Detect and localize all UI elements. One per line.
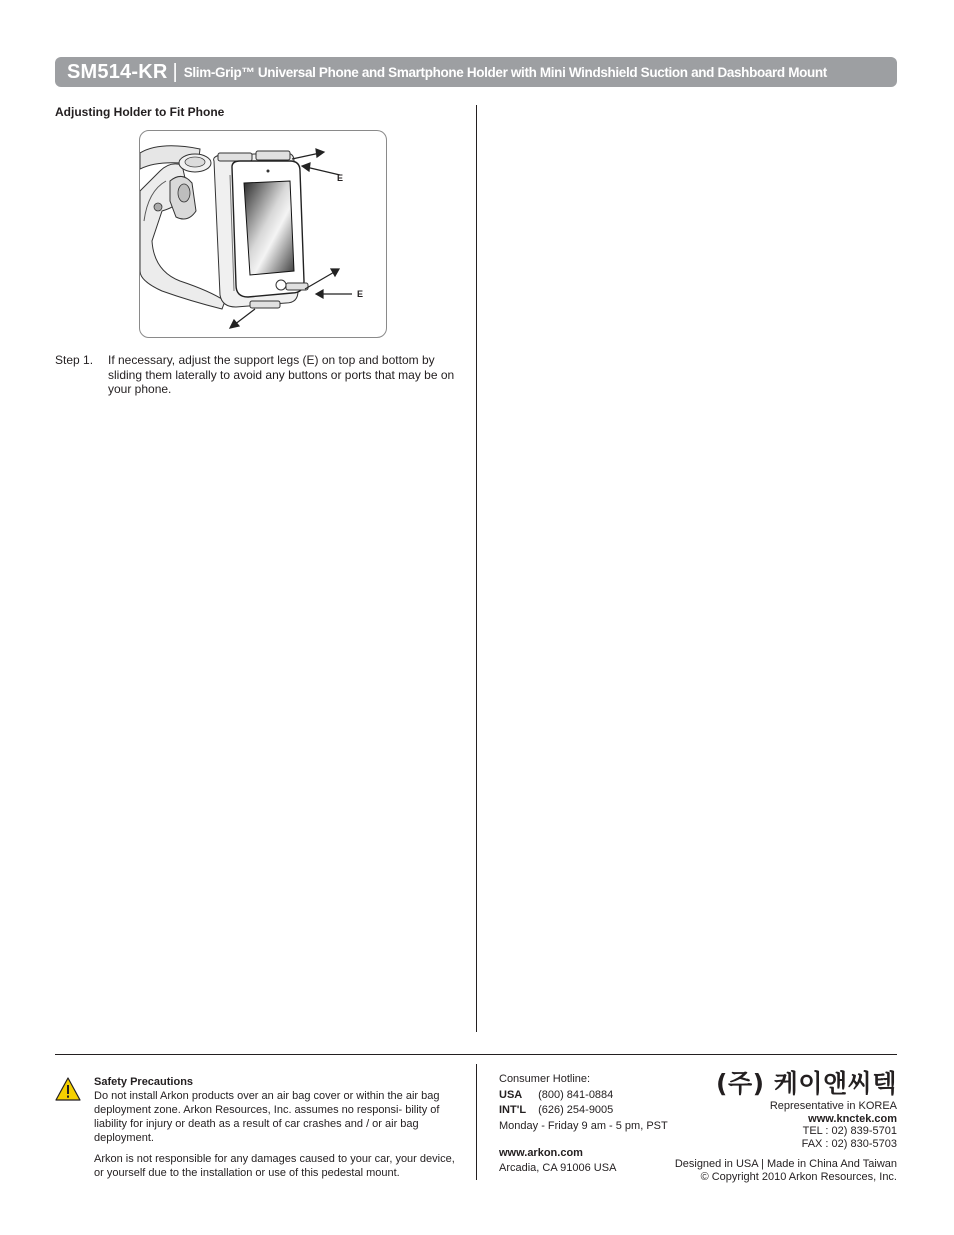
warning-icon [55,1077,81,1101]
holder-illustration [139,130,387,338]
origin-statement: Designed in USA | Made in China And Taiwan [674,1158,897,1170]
representative-label: Representative in KOREA [769,1100,897,1112]
representative-brand-logo: (주) 케이앤씨텍 [716,1069,897,1098]
safety-title: Safety Precautions [94,1076,194,1088]
title-separator: | [172,60,178,83]
usa-label: USA [499,1088,523,1101]
footer-rule [55,1054,897,1055]
korea-representative [637,1068,897,1183]
model-number: SM514-KR [67,60,168,83]
representative-tel: TEL : 02) 839-5701 [802,1125,897,1137]
phone-holder-drawing [140,131,386,337]
intl-phone: (626) 254-9005 [538,1104,614,1116]
column-divider [476,105,477,1032]
arkon-address: Arcadia, CA 91006 USA [499,1161,617,1174]
footer-divider [476,1064,477,1180]
section-title: Adjusting Holder to Fit Phone [55,105,225,119]
label-e-top: E [337,173,344,183]
safety-precautions [94,1075,466,1180]
intl-label: INT'L [499,1104,527,1116]
hotline-label: Consumer Hotline: [499,1073,591,1085]
title-banner [55,57,897,87]
product-description: Slim-Grip™ Universal Phone and Smartphone Holder with Mini Windshield Suction and Dashboard Mount [183,64,827,80]
hotline-hours: Monday - Friday 9 am - 5 pm, PST [499,1119,668,1132]
safety-paragraph-2: Arkon is not responsible for any damages caused to your car, your device, or yourself due to the installation or use of this pedestal mount. [94,1153,455,1179]
representative-fax: FAX : 02) 830-5703 [801,1137,897,1150]
label-e-bottom: E [357,289,364,299]
copyright: © Copyright 2010 Arkon Resources, Inc. [700,1170,897,1183]
arkon-website-link[interactable]: www.arkon.com [499,1147,583,1159]
safety-paragraph-1: Do not install Arkon products over an air bag cover or within the air bag deployment zone. Arkon Resources, Inc. assumes no responsi- bility of liability for injury or death as a result of car crashes and / or air bag deployment. [94,1090,440,1144]
step-number: Step 1. [55,353,94,367]
step-text: If necessary, adjust the support legs (E) on top and bottom by sliding them laterally to avoid any buttons or ports that may be on your phone. [108,353,455,396]
knctek-website-link[interactable]: www.knctek.com [808,1112,897,1125]
usa-phone: (800) 841-0884 [538,1088,614,1101]
